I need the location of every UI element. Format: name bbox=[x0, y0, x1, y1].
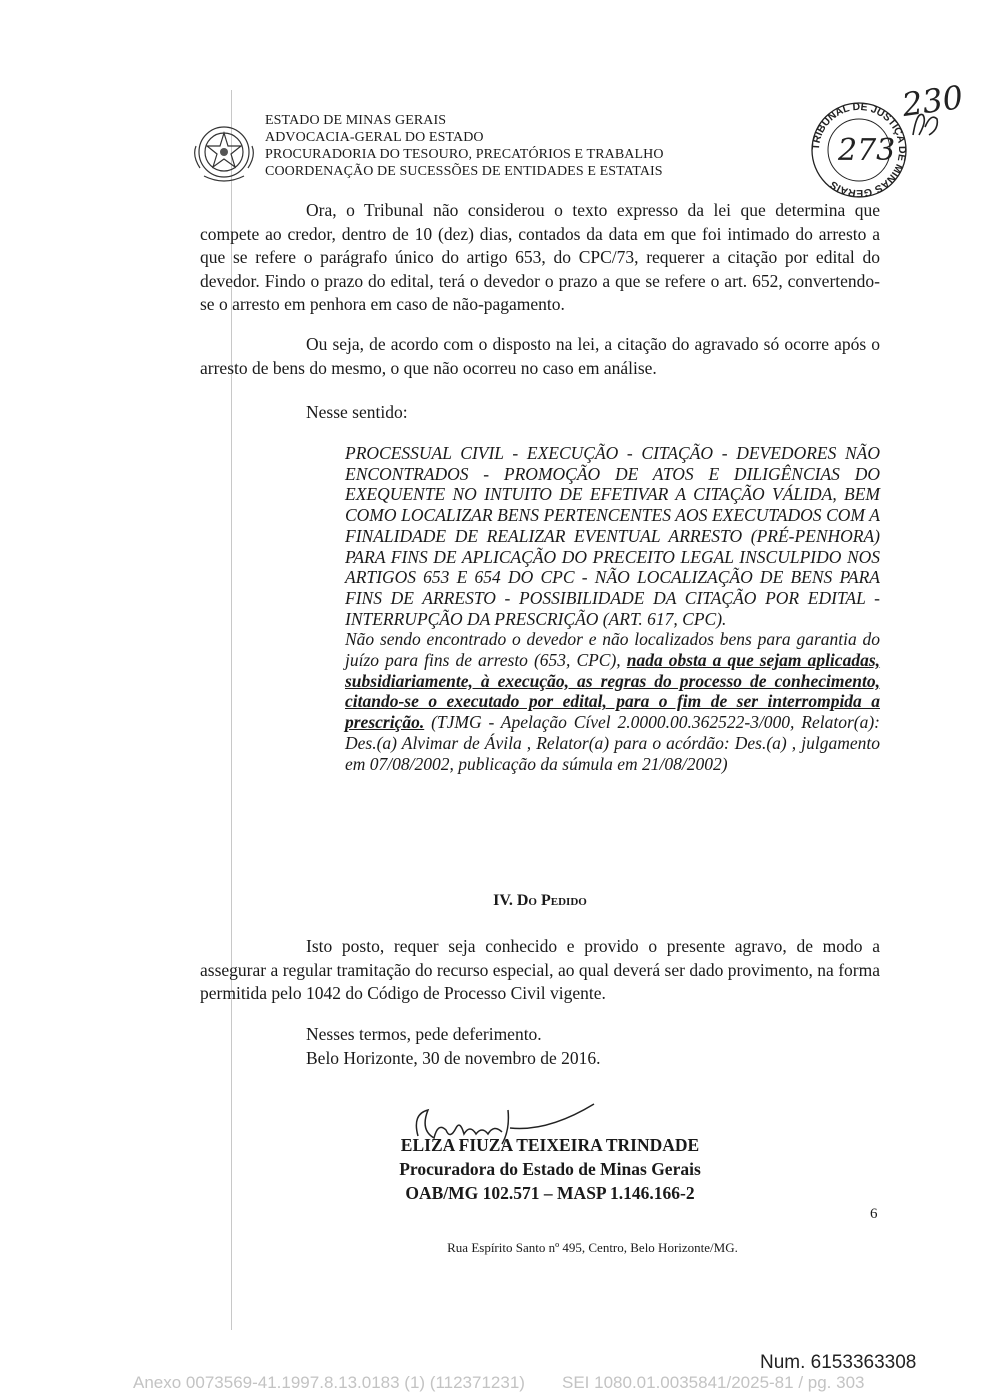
header-procuradoria: PROCURADORIA DO TESOURO, PRECATÓRIOS E TRABALHO bbox=[265, 147, 664, 162]
document-number: Num. 6153363308 bbox=[760, 1352, 917, 1373]
paragraph-4-text: Isto posto, requer seja conhecido e provido o presente agravo, de modo a assegurar a regular tramitação do recurso especial, ao qual deverá ser dado provimento, na forma permitida pelo 1042 do Código de Processo Civil vigente. bbox=[200, 936, 880, 1003]
anexo-reference: Anexo 0073569-41.1997.8.13.0183 (1) (112371231) bbox=[133, 1373, 525, 1392]
page-number: 6 bbox=[870, 1206, 878, 1222]
header-agency: ADVOCACIA-GERAL DO ESTADO bbox=[265, 130, 484, 145]
header-state: ESTADO DE MINAS GERAIS bbox=[265, 113, 447, 128]
quote-citation: (TJMG - Apelação Cível 2.0000.00.362522-3/000, Relator(a): Des.(a) Alvimar de Ávila , Relator(a) para o acórdão: Des.(a) , julgamento em 07/08/2002, publicação da súmula em 21/08/2002) bbox=[345, 712, 880, 774]
closing-date: Belo Horizonte, 30 de novembro de 2016. bbox=[306, 1048, 601, 1068]
section-title: Do Pedido bbox=[516, 892, 587, 909]
quote-body bbox=[345, 629, 880, 774]
signatory-registration: OAB/MG 102.571 – MASP 1.146.166-2 bbox=[405, 1183, 695, 1203]
paragraph-conclusion bbox=[200, 333, 880, 380]
svg-text:TRIBUNAL DE JUSTIÇA DE MINAS G: TRIBUNAL DE JUSTIÇA DE MINAS GERAIS bbox=[809, 100, 909, 200]
coat-of-arms-logo bbox=[190, 116, 258, 188]
section-heading bbox=[0, 892, 990, 910]
quote-ementa: PROCESSUAL CIVIL - EXECUÇÃO - CITAÇÃO - DEVEDORES NÃO ENCONTRADOS - PROMOÇÃO DE ATOS E DILIGÊNCIAS DO EXEQUENTE NO INTUITO DE EFETIVAR A CITAÇÃO VÁLIDA, BEM COMO LOCALIZAR BENS PERTENCENTES AOS EXECUTADOS COM A FINALIDADE DE REALIZAR EVENTUAL ARRESTO (PRÉ-PENHORA) PARA FINS DE APLICAÇÃO DO PRECEITO LEGAL INSCULPIDO NOS ARTIGOS 653 E 654 DO CPC - NÃO LOCALIZAÇÃO DE BENS PARA FINS DE ARRESTO - POSSIBILIDADE DA CITAÇÃO POR EDITAL - INTERRUPÇÃO DA PRESCRIÇÃO (ART. 617, CPC). bbox=[345, 443, 880, 629]
paragraph-2-text: Ou seja, de acordo com o disposto na lei, a citação do agravado só ocorre após o arresto de bens do mesmo, o que não ocorreu no caso em análise. bbox=[200, 334, 880, 378]
closing-block bbox=[306, 1022, 601, 1070]
paragraph-pedido bbox=[200, 935, 880, 1006]
quote-body-start: Não sendo encontrado o devedor e não localizados bens para garantia do juízo para fins de arresto (653, CPC), bbox=[345, 629, 880, 671]
jurisprudence-quote bbox=[345, 443, 880, 774]
closing-request: Nesses termos, pede deferimento. bbox=[306, 1024, 542, 1044]
paragraph-1-text: Ora, o Tribunal não considerou o texto expresso da lei que determina que compete ao credor, dentro de 10 (dez) dias, contados da data em que foi intimado do arresto a que se refere o parágrafo único do artigo 653, do CPC/73, requerer a citação por edital do devedor. Findo o prazo do edital, terá o devedor o prazo a que se refere o art. 652, convertendo-se o arresto em penhora em caso de não-pagamento. bbox=[200, 200, 880, 314]
handwritten-folio-inner: 273 bbox=[838, 133, 896, 168]
sei-reference: SEI 1080.01.0035841/2025-81 / pg. 303 bbox=[562, 1373, 865, 1392]
section-number: IV. bbox=[493, 892, 513, 909]
paragraph-nesse-sentido bbox=[200, 401, 880, 425]
handwritten-initials bbox=[905, 105, 945, 150]
handwritten-folio-outer: 230 bbox=[899, 77, 966, 125]
header-coordenacao: COORDENAÇÃO DE SUCESSÕES DE ENTIDADES E ESTATAIS bbox=[265, 164, 663, 179]
quote-emphasis: nada obsta a que sejam aplicadas, subsidiariamente, à execução, as regras do processo de conhecimento, citando-se o executado por edital, para o fim de ser interrompida a prescrição. bbox=[345, 650, 881, 733]
signatory-name: ELIZA FIUZA TEIXEIRA TRINDADE bbox=[400, 1135, 700, 1155]
signatory-role: Procuradora do Estado de Minas Gerais bbox=[399, 1159, 701, 1179]
footer-address: Rua Espírito Santo nº 495, Centro, Belo Horizonte/MG. bbox=[447, 1240, 738, 1255]
signature-block bbox=[200, 1133, 900, 1205]
paragraph-3-text: Nesse sentido: bbox=[306, 402, 408, 422]
paragraph-arguments bbox=[200, 199, 880, 317]
